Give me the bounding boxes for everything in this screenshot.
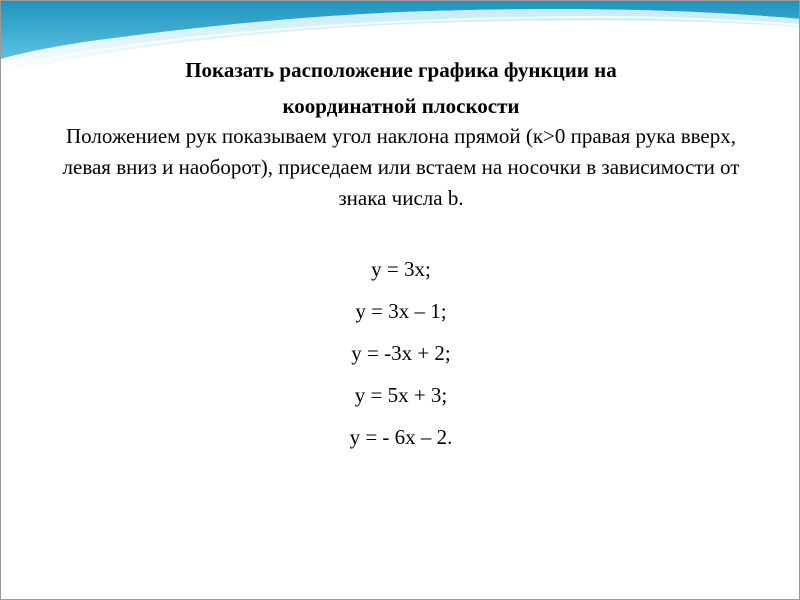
- equation-item: у = 3х – 1;: [355, 299, 447, 323]
- equation-item: у = 5х + 3;: [354, 383, 448, 407]
- equation-item: у = 3х;: [371, 257, 431, 281]
- slide-title: [31, 52, 771, 124]
- instruction-text: Положением рук показываем угол наклона прямой (к>0 правая рука вверх, левая вниз и наоборот), приседаем или встаем на носочки в зависимости от знака числа b.: [62, 124, 740, 210]
- equation-list: [1, 248, 800, 458]
- title-line-2: координатной плоскости: [282, 94, 520, 118]
- equation-item: у = -3х + 2;: [351, 341, 451, 365]
- equation-item: у = - 6х – 2.: [349, 425, 453, 449]
- title-line-1: Показать расположение графика функции на: [185, 58, 617, 82]
